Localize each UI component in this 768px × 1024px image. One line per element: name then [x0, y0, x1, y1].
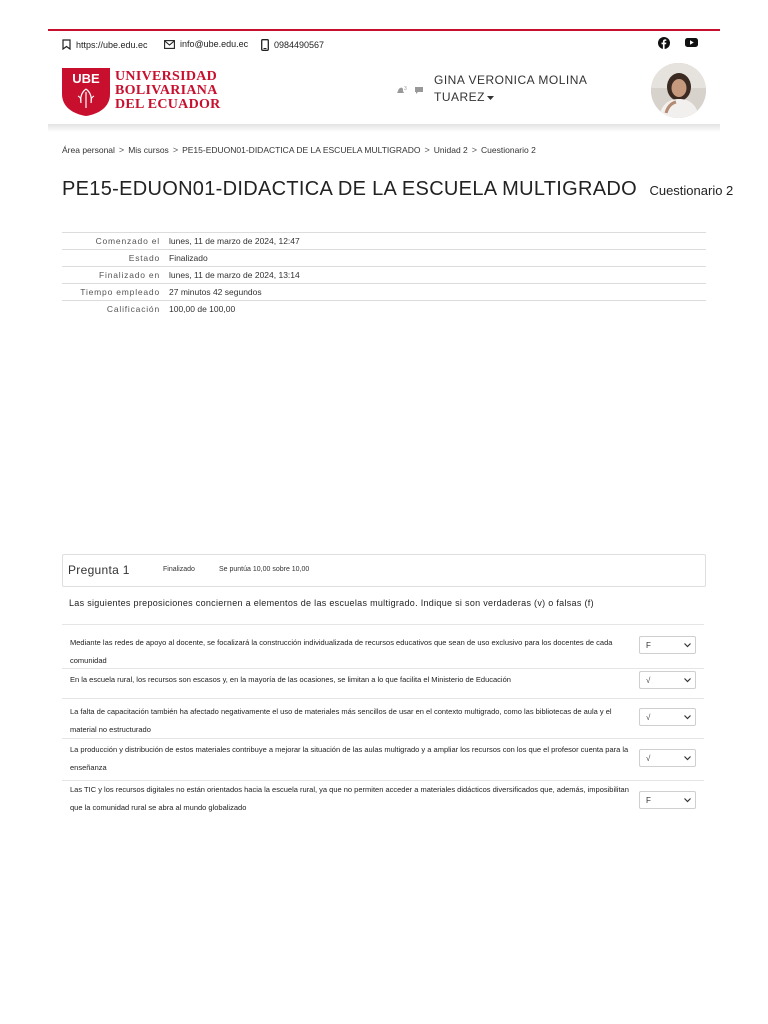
user-menu[interactable] — [434, 72, 587, 106]
chevron-right-icon: > — [471, 145, 478, 155]
summary-row — [62, 250, 706, 267]
summary-value: Finalizado — [169, 253, 208, 263]
chevron-down-icon — [684, 756, 691, 761]
breadcrumb-home[interactable]: Área personal — [62, 145, 115, 155]
summary-value: 100,00 de 100,00 — [169, 304, 236, 314]
question-item-text: La producción y distribución de estos materiales contribuye a mejorar la situación de las aulas multigrado y a ampliar los recursos con los que el profesor cuenta para la enseñanza — [70, 745, 629, 772]
summary-label: Comenzado el — [95, 236, 160, 246]
question-state: Finalizado — [163, 566, 195, 573]
university-logo[interactable] — [62, 68, 222, 116]
facebook-link[interactable] — [658, 37, 670, 49]
answer-select[interactable] — [639, 636, 696, 654]
bell-icon[interactable] — [394, 85, 408, 95]
summary-value: lunes, 11 de marzo de 2024, 12:47 — [169, 236, 300, 246]
ube-shield-icon — [62, 68, 110, 116]
phone-icon — [261, 39, 269, 51]
answer-select[interactable] — [639, 791, 696, 809]
bookmark-icon — [62, 39, 71, 50]
question-item — [62, 624, 704, 669]
summary-row — [62, 284, 706, 301]
chevron-down-icon — [684, 798, 691, 803]
attempt-summary-table — [62, 232, 706, 317]
phone-link[interactable] — [261, 39, 324, 51]
header-divider — [48, 124, 720, 132]
chevron-right-icon: > — [172, 145, 179, 155]
answer-select-value: √ — [646, 754, 651, 763]
user-name-line-1: GINA VERONICA MOLINA — [434, 73, 588, 87]
user-name-line-2: TUAREZ — [434, 90, 485, 104]
website-text: https://ube.edu.ec — [76, 39, 148, 50]
summary-value: 27 minutos 42 segundos — [169, 287, 262, 297]
chevron-down-icon — [684, 678, 691, 683]
summary-row — [62, 267, 706, 284]
answer-select-value: F — [646, 641, 651, 650]
answer-select[interactable] — [639, 708, 696, 726]
notification-area — [394, 85, 424, 95]
page-title — [62, 178, 733, 201]
breadcrumb — [62, 145, 536, 155]
answer-select-value: F — [646, 796, 651, 805]
logo-line-2: BOLIVARIANA — [115, 83, 218, 98]
question-item-text: Mediante las redes de apoyo al docente, se focalizará la construcción individualizada de recursos educativos que sean de uso exclusivo para los docentes de cada comunidad — [70, 638, 613, 665]
summary-row — [62, 233, 706, 250]
question-item — [62, 668, 704, 699]
mail-icon — [164, 40, 175, 49]
answer-select[interactable] — [639, 749, 696, 767]
question-info-box — [62, 554, 706, 587]
header-top-border — [48, 29, 720, 31]
question-item — [62, 738, 704, 781]
question-item-text: La falta de capacitación también ha afectado negativamente el uso de materiales más sencillos de usar en el contexto multigrado, como las bibliotecas de aula y el material no estructurado — [70, 707, 612, 734]
chevron-right-icon: > — [424, 145, 430, 155]
summary-label: Finalizado en — [99, 270, 160, 280]
svg-text:3: 3 — [404, 86, 407, 92]
logo-wordmark — [115, 70, 221, 112]
summary-value: lunes, 11 de marzo de 2024, 13:14 — [169, 270, 300, 280]
breadcrumb-my-courses[interactable]: Mis cursos — [128, 145, 169, 155]
breadcrumb-unit[interactable]: Unidad 2 — [433, 145, 468, 155]
question-item-text: En la escuela rural, los recursos son escasos y, en la mayoría de las ocasiones, se limitan a lo que facilita el Ministerio de Educación — [70, 675, 511, 684]
logo-line-3: DEL ECUADOR — [115, 97, 221, 112]
website-link[interactable] — [62, 39, 148, 50]
contact-bar — [62, 37, 706, 53]
answer-select[interactable] — [639, 671, 696, 689]
question-text: Las siguientes preposiciones conciernen a elementos de las escuelas multigrado. Indique si son verdaderas (v) o falsas (f) — [69, 598, 594, 608]
chat-icon[interactable] — [414, 86, 424, 95]
breadcrumb-course[interactable]: PE15-EDUON01-DIDACTICA DE LA ESCUELA MULTIGRADO — [182, 145, 421, 155]
breadcrumb-quiz[interactable]: Cuestionario 2 — [481, 145, 536, 155]
chevron-down-icon — [487, 96, 494, 100]
facebook-icon — [658, 37, 670, 49]
chevron-down-icon — [684, 715, 691, 720]
youtube-link[interactable] — [685, 37, 698, 48]
chevron-down-icon — [684, 643, 691, 648]
youtube-icon — [685, 37, 698, 48]
question-number: Pregunta 1 — [68, 563, 130, 577]
email-link[interactable] — [164, 39, 248, 49]
logo-abbr: UBE — [72, 71, 100, 86]
summary-label: Tiempo empleado — [80, 287, 160, 297]
course-title: PE15-EDUON01-DIDACTICA DE LA ESCUELA MULTIGRADO — [62, 178, 637, 200]
question-grade: Se puntúa 10,00 sobre 10,00 — [219, 566, 310, 573]
answer-select-value: √ — [646, 676, 651, 685]
avatar[interactable] — [651, 63, 706, 118]
logo-line-1: UNIVERSIDAD — [115, 69, 218, 84]
quiz-title: Cuestionario 2 — [649, 183, 734, 198]
email-text: info@ube.edu.ec — [180, 39, 249, 49]
question-item — [62, 698, 704, 743]
question-item — [62, 780, 704, 823]
answer-select-value: √ — [646, 713, 651, 722]
user-photo-icon — [651, 63, 706, 118]
summary-label: Estado — [128, 253, 160, 263]
question-item-text: Las TIC y los recursos digitales no están orientados hacia la escuela rural, ya que no permiten acceder a materiales didácticos diversificados que, además, imposibilitan que la comunidad rural se abra al mundo globalizado — [70, 785, 629, 812]
chevron-right-icon: > — [118, 145, 125, 155]
phone-text: 0984490567 — [274, 40, 325, 50]
summary-row — [62, 301, 706, 317]
summary-label: Calificación — [106, 304, 160, 314]
